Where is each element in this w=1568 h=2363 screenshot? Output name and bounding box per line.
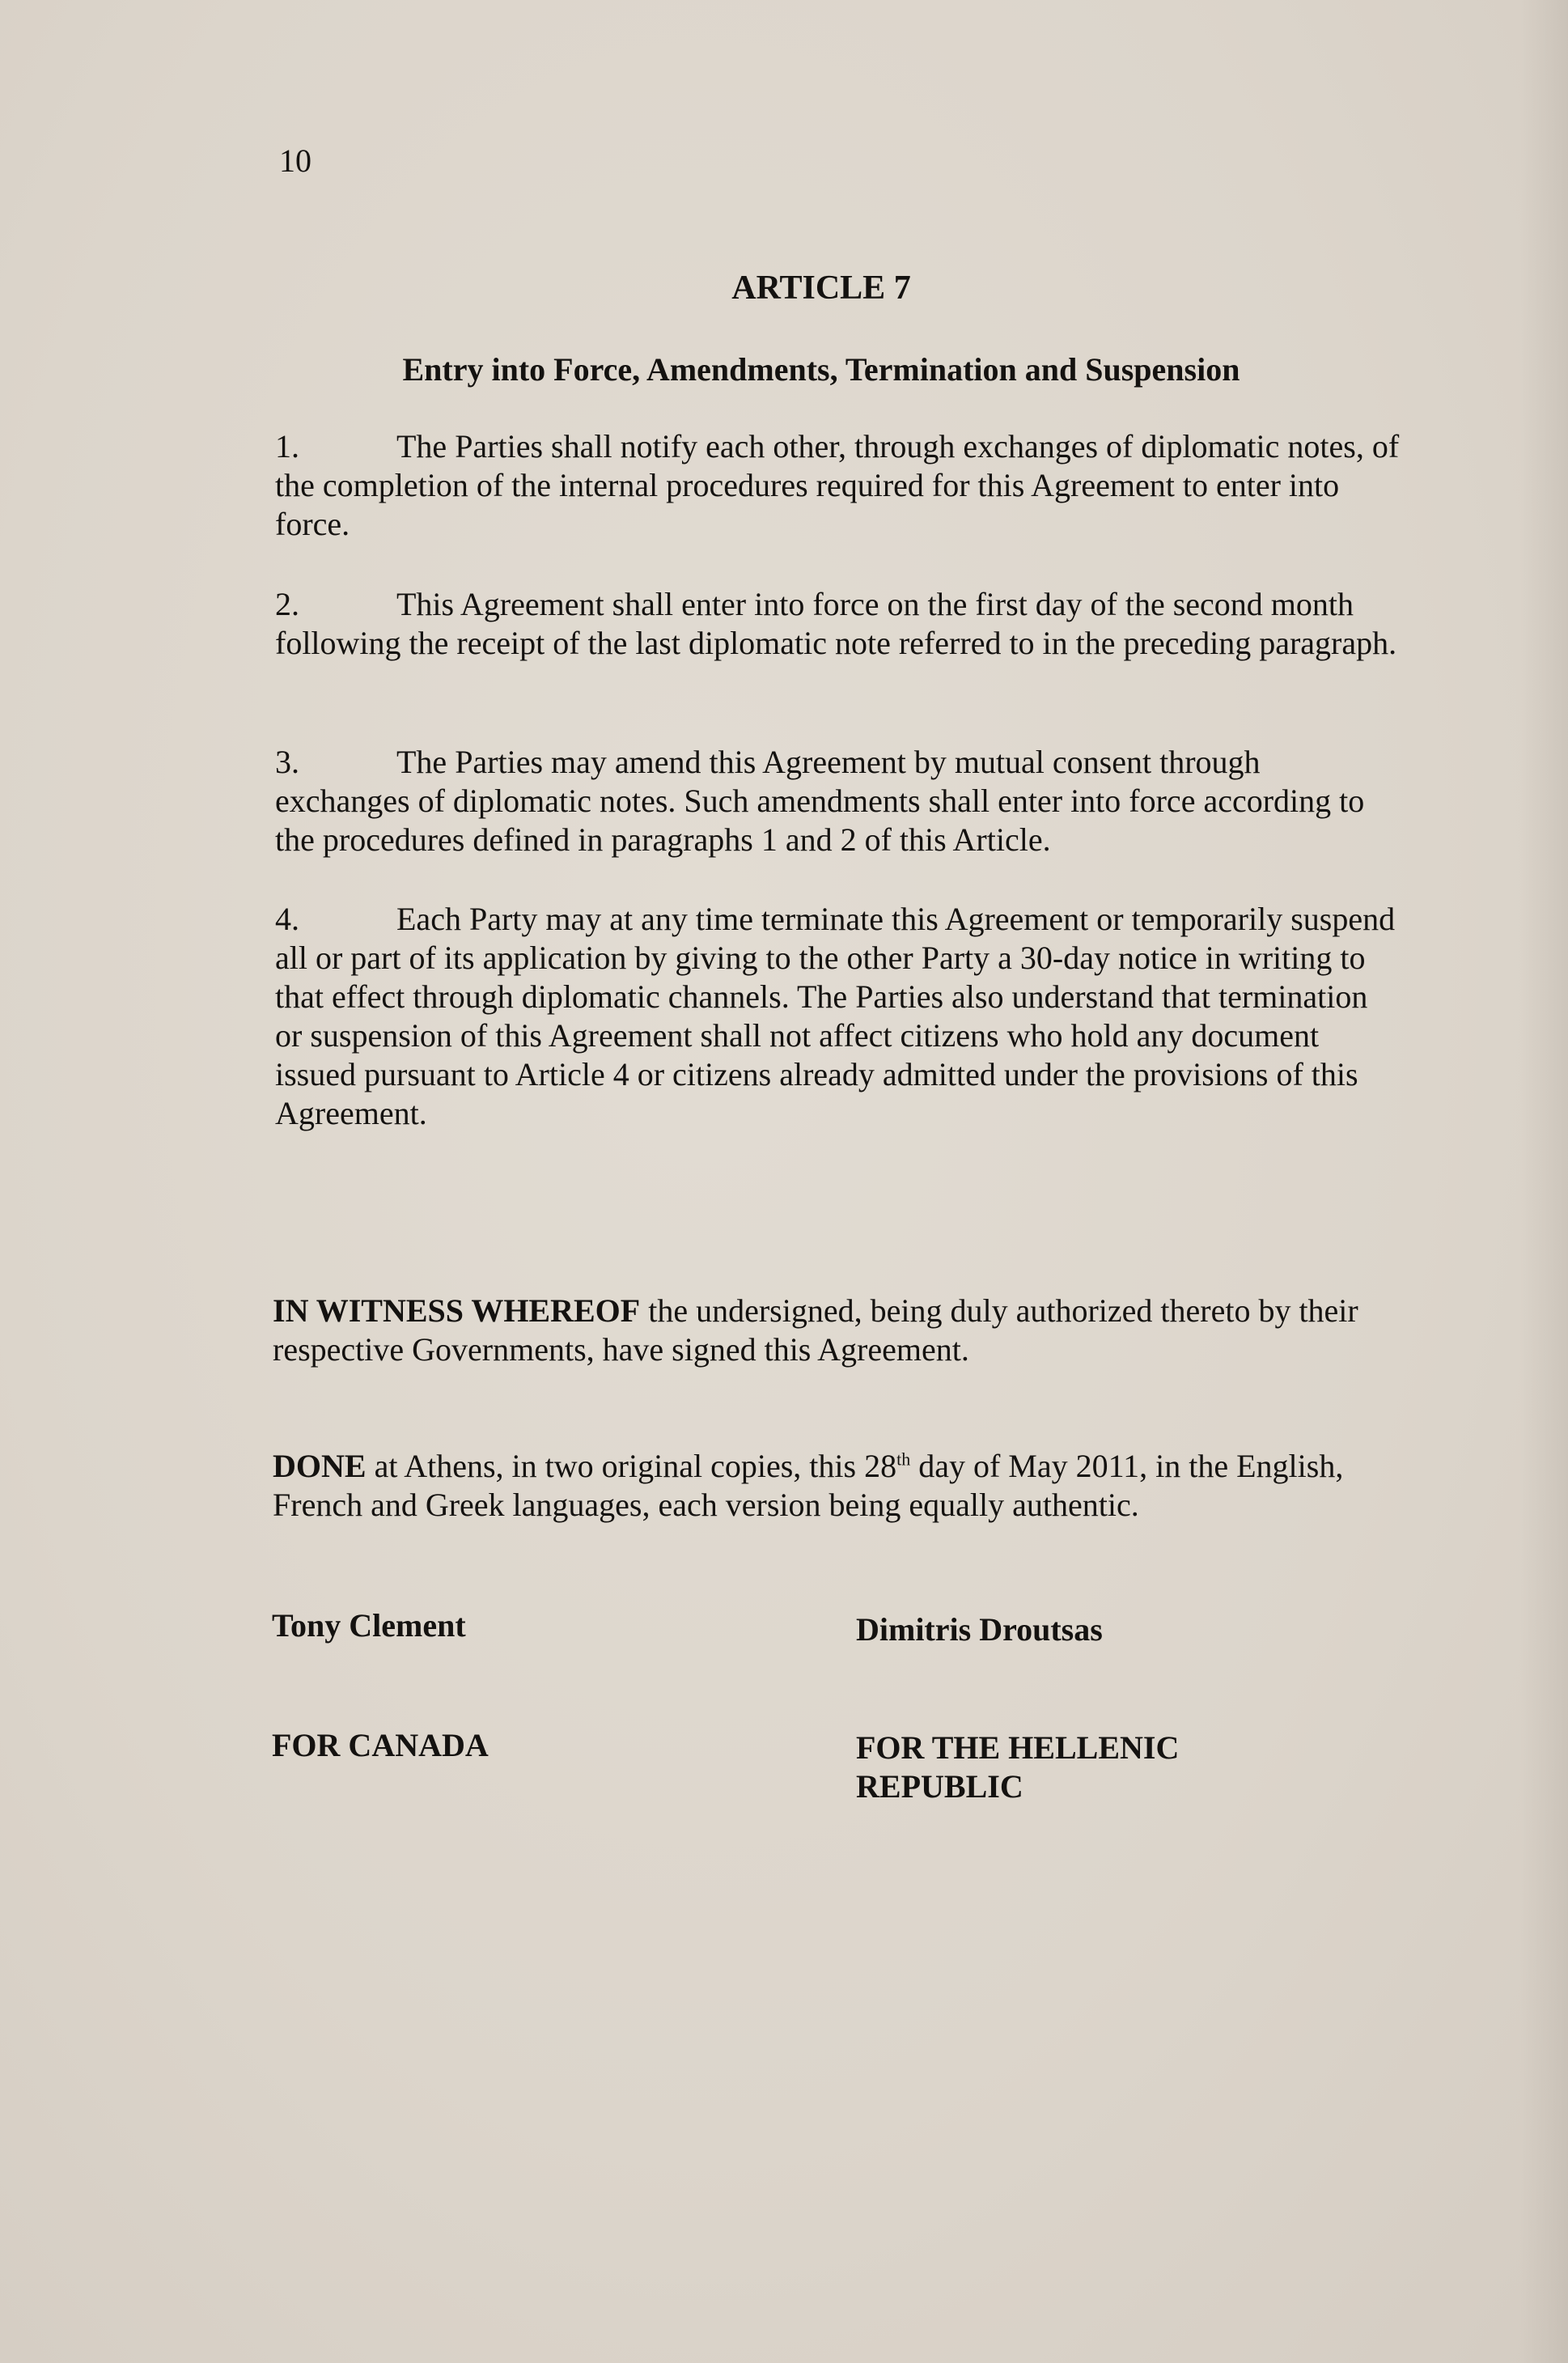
article-subheading: Entry into Force, Amendments, Termination and Suspension <box>402 351 1240 388</box>
paragraph-text: The Parties may amend this Agreement by mutual consent through exchanges of diplomatic notes. Such amendments shall enter into force according to the procedures defined in paragraphs 1 and 2 of this Article. <box>275 744 1365 858</box>
signatory-country-canada: FOR CANADA <box>272 1727 489 1763</box>
article-paragraph-4 <box>275 900 1400 1133</box>
article-heading: ARTICLE 7 <box>731 269 911 307</box>
signatory-name-canada: Tony Clement <box>272 1607 466 1644</box>
page-number: 10 <box>279 142 311 179</box>
paragraph-number: 1. <box>275 428 299 465</box>
paragraph-text: Each Party may at any time terminate this Agreement or temporarily suspend all or part of its application by giving to the other Party a 30-day notice in writing to that effect through diplomatic channels. The Parties also understand that termination or suspension of this Agreement shall not affect citizens who hold any document issued pursuant to Article 4 or citizens already admitted under the provisions of this Agreement. <box>275 901 1396 1131</box>
witness-clause <box>273 1292 1405 1369</box>
paragraph-text: The Parties shall notify each other, through exchanges of diplomatic notes, of the completion of the internal procedures required for this Agreement to enter into force. <box>275 428 1400 542</box>
signatory-country-greece: FOR THE HELLENIC REPUBLIC <box>856 1729 1180 1805</box>
witness-lead: IN WITNESS WHEREOF <box>273 1292 641 1329</box>
paragraph-text: This Agreement shall enter into force on the first day of the second month following the receipt of the last diplomatic note referred to in the preceding paragraph. <box>275 586 1397 661</box>
done-text-before: at Athens, in two original copies, this 28 <box>366 1448 897 1484</box>
witness-text: the undersigned, being duly authorized thereto by their respective Governments, have signed this Agreement. <box>273 1292 1358 1368</box>
paragraph-number: 3. <box>275 744 299 780</box>
done-clause <box>273 1447 1405 1525</box>
signatory-name-greece: Dimitris Droutsas <box>856 1611 1103 1648</box>
ordinal-suffix: th <box>896 1449 911 1470</box>
paragraph-number: 2. <box>275 586 299 622</box>
paragraph-number: 4. <box>275 901 299 937</box>
done-lead: DONE <box>273 1448 367 1484</box>
article-paragraph-2 <box>275 585 1400 663</box>
article-paragraph-1 <box>275 427 1400 544</box>
article-paragraph-3 <box>275 743 1400 859</box>
done-text-after: day of May 2011, in the English, French and Greek languages, each version being equally authentic. <box>273 1448 1344 1523</box>
